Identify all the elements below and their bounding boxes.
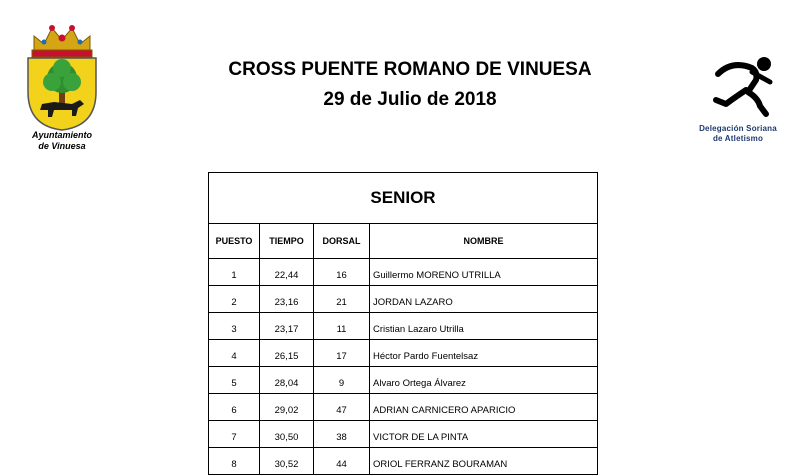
row-time: 30,52 <box>260 448 314 475</box>
row-position: 4 <box>209 340 260 367</box>
column-header-position: PUESTO <box>209 224 260 259</box>
row-bib: 17 <box>314 340 370 367</box>
event-title: CROSS PUENTE ROMANO DE VINUESA <box>228 59 592 80</box>
row-time: 30,50 <box>260 421 314 448</box>
ayuntamiento-caption-line1: Ayuntamiento <box>31 130 92 140</box>
row-bib: 44 <box>314 448 370 475</box>
row-name: Cristian Lazaro Utrilla <box>370 313 598 340</box>
column-header-time: TIEMPO <box>260 224 314 259</box>
row-time: 29,02 <box>260 394 314 421</box>
row-name: Héctor Pardo Fuentelsaz <box>370 340 598 367</box>
table-row <box>209 448 597 475</box>
row-bib: 9 <box>314 367 370 394</box>
ayuntamiento-caption-line2: de Vinuesa <box>38 141 86 151</box>
delegacion-logo <box>686 54 790 154</box>
coat-of-arms-icon <box>20 22 104 134</box>
row-bib: 38 <box>314 421 370 448</box>
row-name: ORIOL FERRANZ BOURAMAN <box>373 459 508 470</box>
row-bib: 16 <box>314 259 370 286</box>
row-position: 5 <box>209 367 260 394</box>
table-row <box>209 394 597 421</box>
ayuntamiento-logo <box>14 22 110 162</box>
delegacion-caption-line1: Delegación Soriana <box>699 124 777 133</box>
row-bib: 11 <box>314 313 370 340</box>
row-position: 3 <box>209 313 260 340</box>
row-time: 23,17 <box>260 313 314 340</box>
row-position: 1 <box>209 259 260 286</box>
row-time: 26,15 <box>260 340 314 367</box>
event-date: 29 de Julio de 2018 <box>323 89 497 110</box>
row-bib: 47 <box>314 394 370 421</box>
row-name: JORDAN LAZARO <box>370 286 598 313</box>
row-time: 23,16 <box>260 286 314 313</box>
table-row <box>209 286 597 313</box>
column-header-name: NOMBRE <box>370 224 598 259</box>
row-bib: 21 <box>314 286 370 313</box>
category-heading: SENIOR <box>209 173 597 224</box>
table-row <box>209 259 597 286</box>
row-time: 28,04 <box>260 367 314 394</box>
row-name: Alvaro Ortega Álvarez <box>370 367 598 394</box>
table-row <box>209 340 597 367</box>
row-name: ADRIAN CARNICERO APARICIO <box>370 394 598 421</box>
row-name: Guillermo MORENO UTRILLA <box>370 259 598 286</box>
table-row <box>209 313 597 340</box>
table-row <box>209 421 597 448</box>
delegacion-caption-line2: de Atletismo <box>712 134 764 143</box>
runner-icon <box>712 54 778 118</box>
row-time: 22,44 <box>260 259 314 286</box>
row-position: 6 <box>209 394 260 421</box>
row-position: 2 <box>209 286 260 313</box>
document-header <box>160 58 660 112</box>
column-header-bib: DORSAL <box>314 224 370 259</box>
table-row <box>209 367 597 394</box>
row-position: 8 <box>209 448 260 475</box>
row-name: VICTOR DE LA PINTA <box>370 421 598 448</box>
row-position: 7 <box>209 421 260 448</box>
results-table <box>208 172 598 475</box>
